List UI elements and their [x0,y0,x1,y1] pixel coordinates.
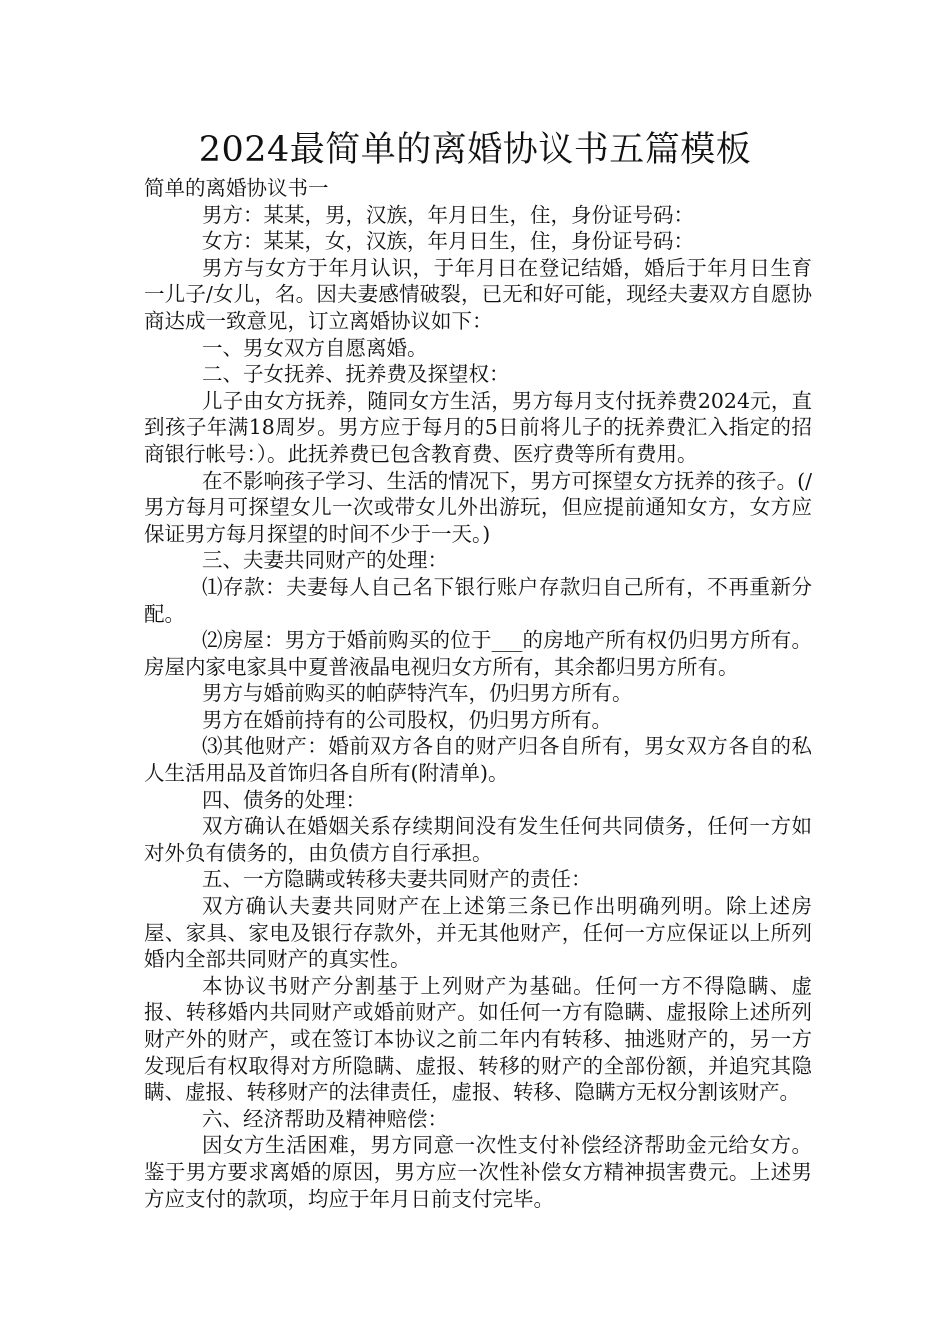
document-body [144,175,812,1212]
paragraph-other-property: ⑶其他财产：婚前双方各自的财产归各自所有，男女双方各自的私人生活用品及首饰归各自所有(附清单)。 [144,734,812,786]
paragraph-concealment-liability: 本协议书财产分割基于上列财产为基础。任何一方不得隐瞒、虚报、转移婚内共同财产或婚前财产。如任何一方有隐瞒、虚报除上述所列财产外的财产，或在签订本协议之前二年内有转移、抽逃财产的，另一方发现后有权取得对方所隐瞒、虚报、转移的财产的全部份额，并追究其隐瞒、虚报、转移财产的法律责任，虚报、转移、隐瞒方无权分割该财产。 [144,973,812,1105]
paragraph-compensation: 因女方生活困难，男方同意一次性支付补偿经济帮助金元给女方。鉴于男方要求离婚的原因，男方应一次性补偿女方精神损害费元。上述男方应支付的款项，均应于年月日前支付完毕。 [144,1133,812,1211]
clause-3-heading: 三、夫妻共同财产的处理： [202,548,448,573]
paragraph-deposits: ⑴存款：夫妻每人自己名下银行账户存款归自己所有，不再重新分配。 [144,574,812,626]
paragraph-property-confirmation: 双方确认夫妻共同财产在上述第三条已作出明确列明。除上述房屋、家具、家电及银行存款外，并无其他财产，任何一方应保证以上所列婚内全部共同财产的真实性。 [144,894,812,972]
clause-4-heading: 四、债务的处理： [202,787,366,812]
paragraph-house: ⑵房屋：男方于婚前购买的位于___的房地产所有权仍归男方所有。房屋内家电家具中夏普液晶电视归女方所有，其余都归男方所有。 [144,628,812,679]
clause-5-heading: 五、一方隐瞒或转移夫妻共同财产的责任： [202,867,592,892]
document-title: 2024最简单的离婚协议书五篇模板 [198,130,752,170]
paragraph-visitation: 在不影响孩子学习、生活的情况下，男方可探望女方抚养的孩子。(/男方每月可探望女儿一次或带女儿外出游玩，但应提前通知女方，女方应保证男方每月探望的时间不少于一天。) [144,468,812,546]
paragraph-debts: 双方确认在婚姻关系存续期间没有发生任何共同债务，任何一方如对外负有债务的，由负债方自行承担。 [144,814,812,865]
paragraph-husband-info: 男方：某某，男，汉族，年月日生，住，身份证号码： [202,202,694,227]
clause-6-heading: 六、经济帮助及精神赔偿： [202,1106,448,1131]
paragraph-wife-info: 女方：某某，女，汉族，年月日生，住，身份证号码： [202,229,694,254]
paragraph-car: 男方与婚前购买的帕萨特汽车，仍归男方所有。 [202,681,633,706]
paragraph-child-support: 儿子由女方抚养，随同女方生活，男方每月支付抚养费2024元，直到孩子年满18周岁。男方应于每月的5日前将儿子的抚养费汇入指定的招商银行帐号：）。此抚养费已包含教育费、医疗费等所有费用。 [144,388,812,466]
paragraph-background: 男方与女方于年月认识，于年月日在登记结婚，婚后于年月日生育一儿子/女儿，名。因夫妻感情破裂，已无和好可能，现经夫妻双方自愿协商达成一致意见，订立离婚协议如下： [144,255,812,333]
clause-1-heading: 一、男女双方自愿离婚。 [202,335,428,360]
paragraph-equity: 男方在婚前持有的公司股权，仍归男方所有。 [202,707,612,732]
clause-2-heading: 二、子女抚养、抚养费及探望权： [202,362,510,387]
section-heading: 简单的离婚协议书一 [144,176,329,200]
